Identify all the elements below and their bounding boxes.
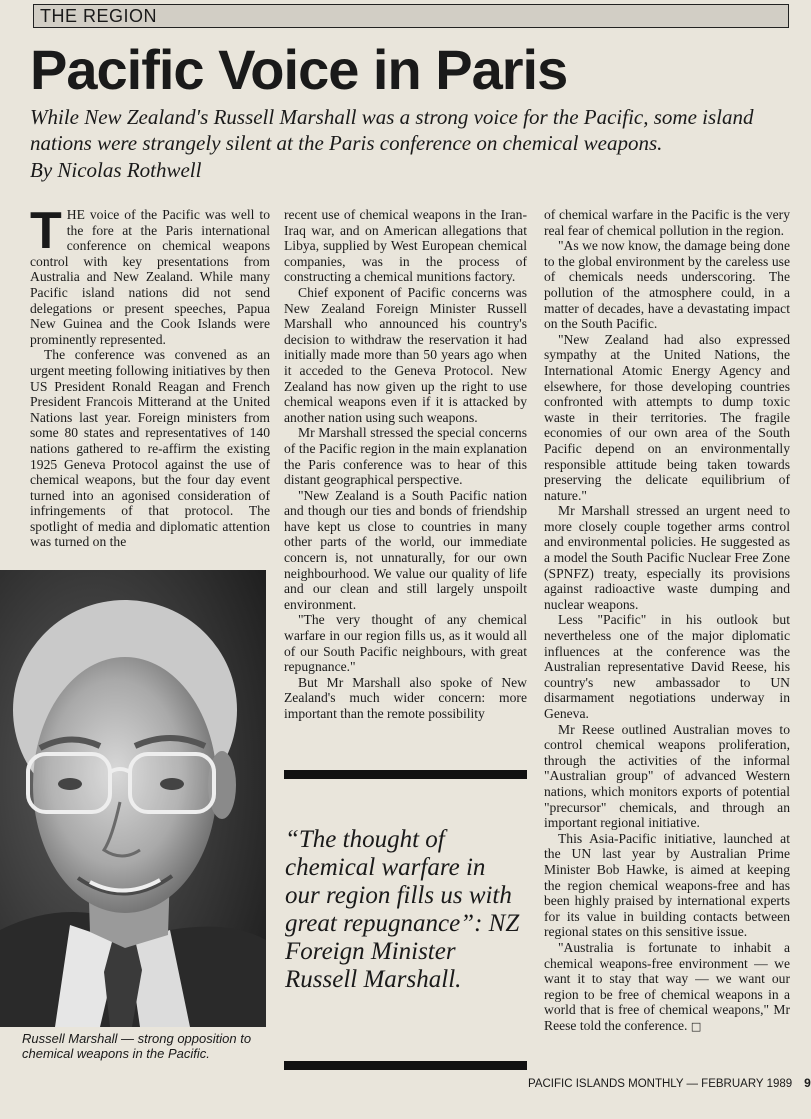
paragraph: Mr Reese outlined Australian moves to control chemical weapons proliferation, through the activities of the informal "Australian group" of advanced Western nations, which monitors exports of potential "precursor" chemicals, and through an important regional initiative. xyxy=(544,721,790,831)
paragraph: "New Zealand had also expressed sympathy at the United Nations, the International Atomic Energy Agency and elsewhere, for those developing countries confronted with attempts to dump toxic waste in their territories. The fragile economies of our own area of the South Pacific depend on an environmentally responsible attitude being taken towards preserving the delicate equilibrium of nature." xyxy=(544,331,790,503)
paragraph: Mr Marshall stressed an urgent need to more closely couple together arms control and environmental policies. He suggested as a model the South Pacific Nuclear Free Zone (SPNFZ) treaty, especially its provisions against radioactive waste dumping and nuclear weapons. xyxy=(544,503,790,612)
byline: By Nicolas Rothwell xyxy=(30,158,202,182)
paragraph: But Mr Marshall also spoke of New Zealand's much wider concern: more important than the remote possibility xyxy=(284,674,527,721)
page-footer xyxy=(528,1076,811,1090)
portrait-photo xyxy=(0,570,266,1027)
paragraph: recent use of chemical weapons in the Iran-Iraq war, and on American allegations that Libya, supplied by West European chemical companies, was in the process of constructing a chemical munitions factory. xyxy=(284,207,527,285)
standfirst: While New Zealand's Russell Marshall was a strong voice for the Pacific, some island nations were strangely silent at the Paris conference on chemical weapons. xyxy=(30,105,754,155)
section-label: THE REGION xyxy=(40,6,158,26)
paragraph: This Asia-Pacific initiative, launched at the UN last year by Australian Prime Minister Bob Hawke, is aimed at keeping the region chemical weapons-free and has been highly praised by international experts for its value in building contacts between regional states on this sensitive issue. xyxy=(544,830,790,940)
drop-cap: T xyxy=(30,202,62,260)
paragraph: "As we now know, the damage being done to the global environment by the careless use of chemicals needs underscoring. The pollution of the atmosphere could, in a matter of decades, have a devastating impact on the South Pacific. xyxy=(544,238,790,332)
publication-line: PACIFIC ISLANDS MONTHLY — FEBRUARY 1989 xyxy=(528,1078,793,1090)
paragraph: Chief exponent of Pacific concerns was New Zealand Foreign Minister Russell Marshall who announced his country's decision to withdraw the reservation it had initially made more than 50 years ago when it acceded to the Geneva Protocol. New Zealand has now given up the right to use chemical weapons even if it is attacked by another nation using such weapons. xyxy=(284,284,527,425)
paragraph: Mr Marshall stressed the special concerns of the Pacific region in the main explanation the Paris conference was to hear of this distant geographical perspective. xyxy=(284,425,527,488)
article-column-2 xyxy=(284,207,527,722)
article-column-1 xyxy=(30,202,270,550)
page-number: 9 xyxy=(804,1076,811,1090)
paragraph: HE voice of the Pacific was well to the fore at the Paris international conference on chemical weapons control with key presentations from Australia and New Zealand. While many Pacific island nations did not send delegations or present speeches, Papua New Guinea and the Cook Islands were prominently represented. xyxy=(30,207,270,347)
pull-quote-rule-bottom xyxy=(284,1061,527,1070)
paragraph: "New Zealand is a South Pacific nation and though our ties and bonds of friendship have kept us close to countries in many other parts of the world, our immediate concern is, not unnaturally, for our own neighbourhood. We value our quality of life and our clean and still largely unspoilt environment. xyxy=(284,487,527,612)
end-mark-icon: □ xyxy=(690,1019,702,1033)
section-header xyxy=(33,4,789,28)
article-column-3 xyxy=(544,207,790,1034)
portrait-illustration xyxy=(0,570,266,1027)
paragraph: "The very thought of any chemical warfare in our region fills us, as it would all of our South Pacific neighbours, with great repugnance." xyxy=(284,612,527,675)
photo-caption: Russell Marshall — strong opposition to chemical weapons in the Pacific. xyxy=(22,1031,252,1061)
paragraph-text: "Australia is fortunate to inhabit a chemical weapons-free environment — we want it to stay that way — we want our region to be free of chemical weapons in a world that is free of chemical weapons," Mr Reese told the conference. xyxy=(544,939,790,1033)
paragraph: The conference was convened as an urgent meeting following initiatives by then US President Ronald Reagan and French President Francois Mitterand at the United Nations last year. Foreign ministers from some 80 states and representatives of 140 nations gathered to re-affirm the existing 1925 Geneva Protocol against the use of chemical weapons, but the four day event turned into an agonised consideration of infringements of that protocol. The spotlight of media and diplomatic attention was turned on the xyxy=(30,347,270,550)
pull-quote-rule-top xyxy=(284,770,527,779)
paragraph xyxy=(544,940,790,1035)
paragraph: Less "Pacific" in his outlook but nevertheless one of the major diplomatic influences at the conference was the Australian representative David Reese, his country's new ambassador to UN disarmament negotiations underway in Geneva. xyxy=(544,612,790,721)
pull-quote: “The thought of chemical warfare in our region fills us with great repugnance”: NZ Foreign Minister Russell Marshall. xyxy=(285,826,520,993)
paragraph: of chemical warfare in the Pacific is the very real fear of chemical pollution in the region. xyxy=(544,207,790,238)
headline: Pacific Voice in Paris xyxy=(30,38,568,101)
